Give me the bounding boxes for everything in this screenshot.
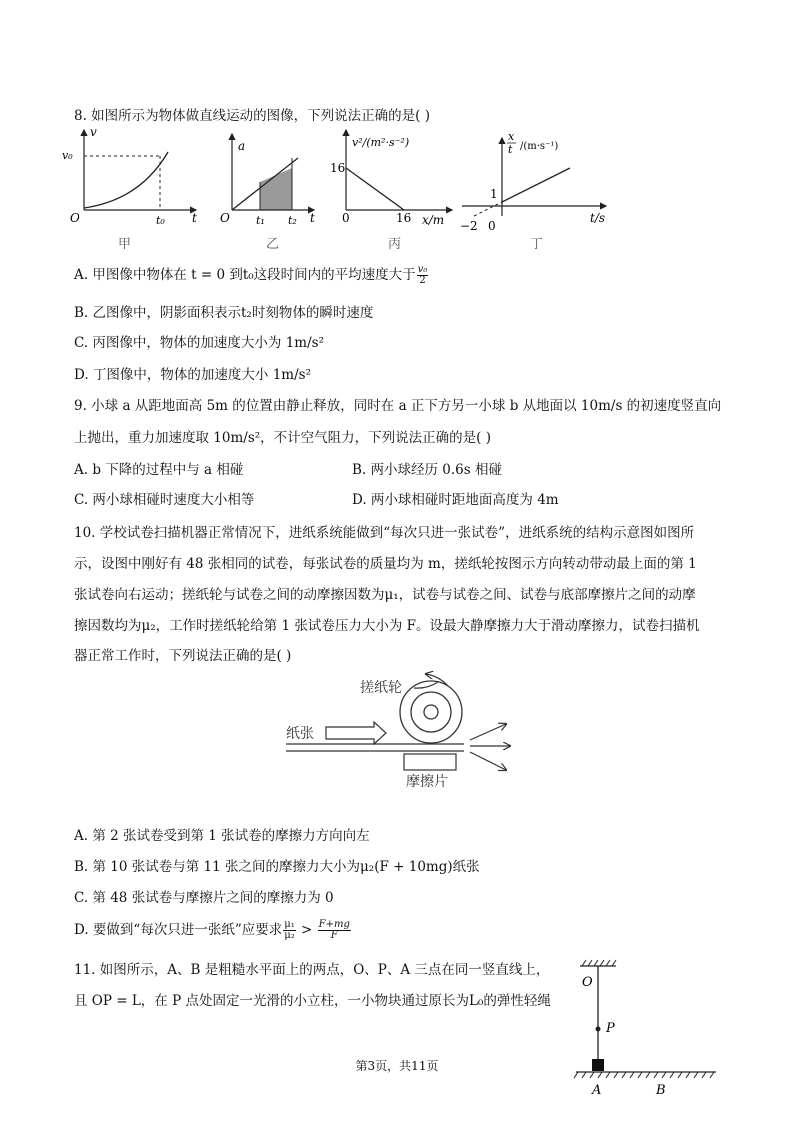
graph-yi	[220, 134, 315, 252]
q11-line1: 11. 如图所示，A、B 是粗糙水平面上的两点，O、P、A 三点在同一竖直线上，	[74, 962, 550, 978]
q8-option-c: C. 丙图像中，物体的加速度大小为 1m/s²	[74, 335, 325, 351]
graph-bing	[330, 130, 452, 252]
bing-16-x: 16	[396, 211, 412, 225]
ding-t-label: t/s	[590, 211, 606, 225]
q10-option-b: B. 第 10 张试卷与第 11 张之间的摩擦力大小为μ₂(F + 10mg)纸张	[74, 859, 480, 875]
ding-y-den: t	[508, 143, 513, 156]
jia-caption: 甲	[118, 237, 132, 252]
paper-label: 纸张	[286, 726, 314, 742]
point-p-label: P	[606, 1021, 615, 1036]
graph-ding	[460, 130, 606, 252]
roller-hub	[424, 705, 438, 719]
ding-1-label: 1	[490, 187, 498, 201]
paper-arrow	[326, 722, 386, 744]
point-p	[596, 1027, 601, 1032]
jia-v-label: v	[90, 125, 97, 139]
bing-x-label: x/m	[422, 213, 445, 227]
q9-option-a: A. b 下降的过程中与 a 相碰	[74, 462, 244, 478]
q10-d-left-frac: $\frac{\text{μ₁}}{\text{μ₂}}$	[284, 919, 295, 941]
point-b-label: B	[656, 1083, 666, 1098]
q8-option-b: B. 乙图像中，阴影面积表示t₂时刻物体的瞬时速度	[74, 305, 374, 321]
yi-origin: O	[220, 211, 230, 225]
q10-line2: 示，设图中刚好有 48 张相同的试卷，每张试卷的质量均为 m，搓纸轮按图示方向转动带动最上面的第 1	[74, 556, 697, 572]
page-footer: 第3页，共11页	[355, 1059, 439, 1073]
q8-graphs	[60, 122, 620, 257]
q10-line3: 张试卷向右运动；搓纸轮与试卷之间的动摩擦因数为μ₁，试卷与试卷之间、试卷与底部摩擦片之间的动摩	[74, 587, 696, 603]
bing-caption: 丙	[388, 237, 402, 252]
q10-option-a: A. 第 2 张试卷受到第 1 张试卷的摩擦力方向向左	[74, 828, 370, 844]
roller-middle	[411, 692, 451, 732]
jia-origin: O	[70, 211, 80, 225]
q10-line5: 器正常工作时，下列说法正确的是( )	[74, 648, 292, 664]
yi-t1-label: t₁	[256, 214, 265, 227]
jia-t-label: t	[192, 211, 197, 225]
friction-pad	[404, 754, 456, 770]
jia-t0-label: t₀	[156, 214, 165, 227]
ding-y-unit: /(m·s⁻¹)	[520, 141, 559, 152]
jia-v0-label: v₀	[62, 149, 73, 162]
ding-y-num: x	[508, 130, 515, 143]
q10-d-right-frac: $\frac{F+mg}{F}$	[318, 919, 350, 941]
q10-line1: 10. 学校试卷扫描机器正常情况下，进纸系统能做到“每次只进一张试卷”，进纸系统的结构示意图如图所	[74, 525, 695, 541]
bing-16-y: 16	[330, 161, 346, 175]
q10-line4: 擦因数均为μ₂，工作时搓纸轮给第 1 张试卷压力大小为 F。设最大静摩擦力大于滑动摩擦力，试卷扫描机	[74, 618, 700, 634]
graph-jia	[62, 125, 197, 252]
q9-option-d: D. 两小球相碰时距地面高度为 4m	[352, 492, 559, 508]
q10-option-c: C. 第 48 张试卷与摩擦片之间的摩擦力为 0	[74, 890, 334, 906]
point-a-label: A	[592, 1083, 602, 1098]
q8-stem: 8. 如图所示为物体做直线运动的图像，下列说法正确的是( )	[74, 108, 430, 124]
q10-option-d: D. 要做到“每次只进一张纸”应要求 $\frac{\text{μ₁}}{\text{μ₂}}$ > $\frac{F+mg}{F}$	[74, 919, 350, 941]
q10-diagram	[278, 660, 518, 795]
q8-option-a: A. 甲图像中物体在 t = 0 到t₀这段时间内的平均速度大于 $\frac{\text{v₀}}{2}$	[74, 264, 428, 286]
yi-t2-label: t₂	[288, 214, 297, 227]
q9-option-b: B. 两小球经历 0.6s 相碰	[352, 462, 502, 478]
q9-line1: 9. 小球 a 从距地面高 5m 的位置由静止释放，同时在 a 正下方另一小球 b 从地面以 10m/s 的初速度竖直向	[74, 398, 722, 414]
bing-y-label: v²/(m²·s⁻²)	[352, 136, 410, 149]
q9-option-c: C. 两小球相碰时速度大小相等	[74, 492, 255, 508]
q11-diagram	[570, 954, 720, 1104]
yi-t-label: t	[310, 211, 315, 225]
roller-label: 搓纸轮	[360, 680, 402, 696]
yi-caption: 乙	[266, 237, 280, 252]
ding-neg2-label: −2	[460, 219, 478, 233]
q9-line2: 上抛出，重力加速度取 10m/s²，不计空气阻力，下列说法正确的是( )	[74, 430, 491, 446]
pad-label: 摩擦片	[406, 774, 448, 790]
point-o-label: O	[582, 975, 593, 990]
ding-caption: 丁	[530, 237, 544, 252]
q8-a-fraction: $\frac{\text{v₀}}{2}$	[417, 264, 428, 286]
yi-a-label: a	[238, 139, 246, 153]
ding-origin: 0	[488, 219, 496, 233]
q8-option-d: D. 丁图像中，物体的加速度大小 1m/s²	[74, 367, 311, 383]
bing-origin: 0	[342, 211, 350, 225]
q11-line2: 且 OP = L，在 P 点处固定一光滑的小立柱，一小物块通过原长为L₀的弹性轻绳	[74, 993, 551, 1009]
roller-outer	[400, 681, 462, 743]
